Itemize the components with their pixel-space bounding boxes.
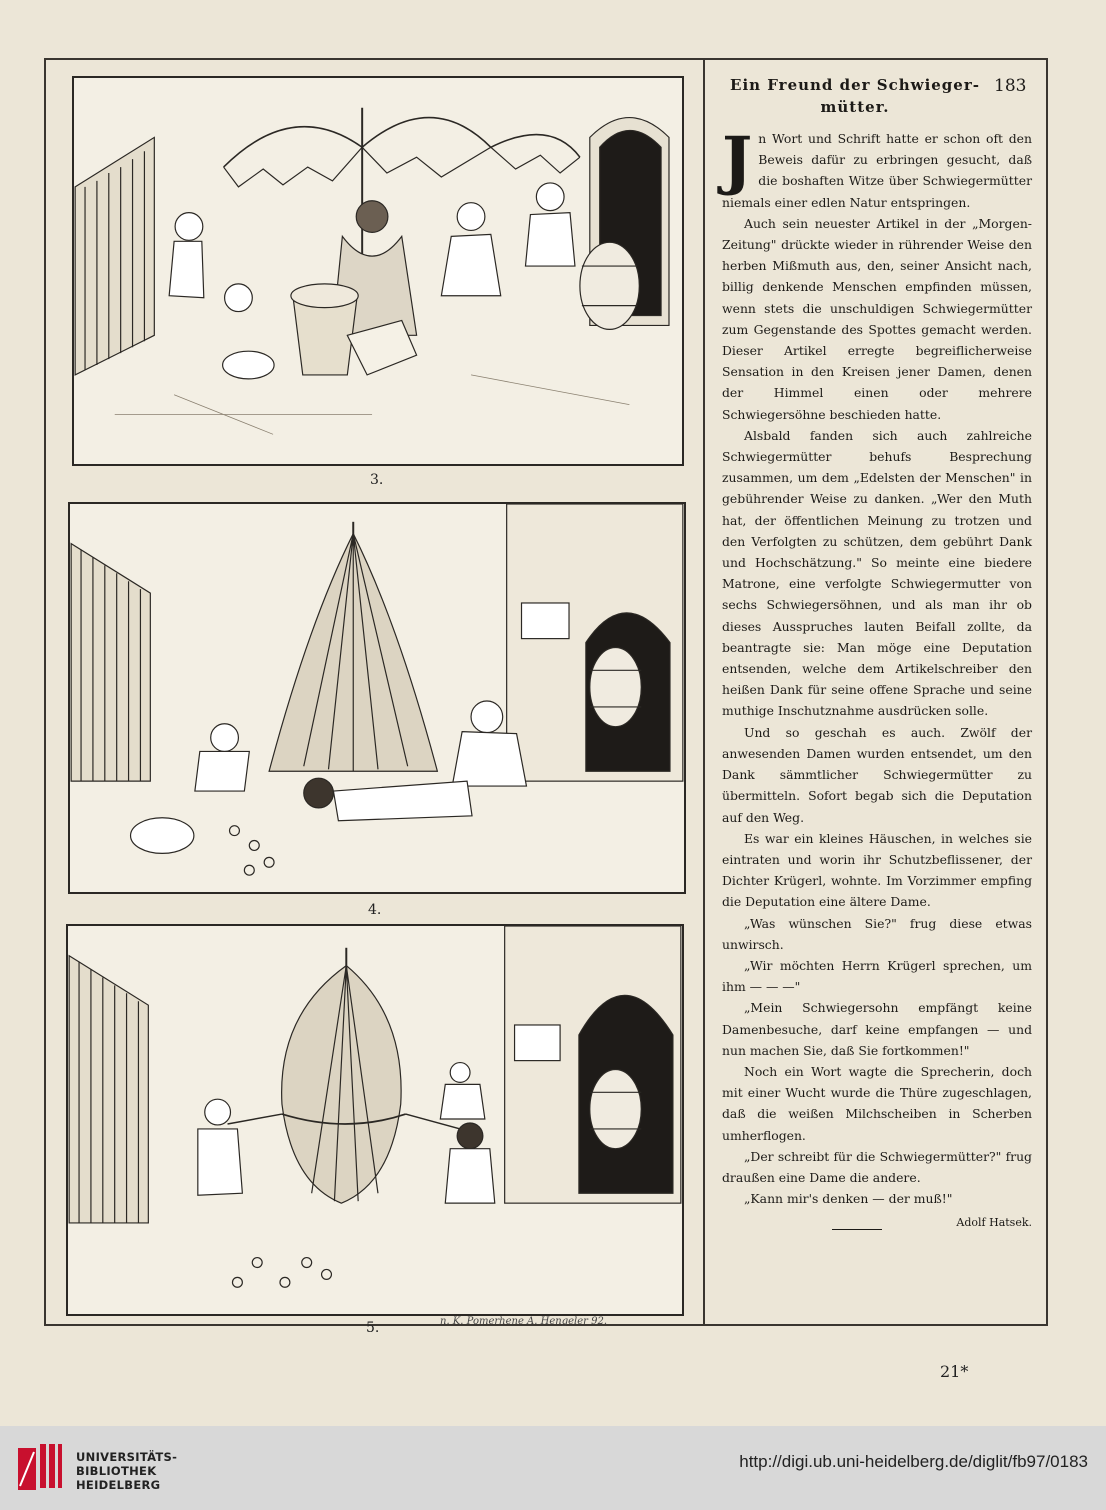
panel-5-caption: 5. [366, 1320, 380, 1336]
article-headline [722, 74, 1032, 118]
paragraph-3: Alsbald fanden sich auch zahlreiche Schwiegermütter behufs Besprechung zusammen, um dem „Edelsten der Menschen" in gebührender Weise zu danken. „Wer den Muth hat, der öffentlichen Meinung zu trotzen und den Verfolgten zu schützen, dem gebührt Dank und Hochschätzung." So meinte eine biedere Matrone, eine verfolgte Schwiegermutter von sechs Schwiegersöhnen, und als man ihr ob dieses Ausspruches lauten Beifall zollte, da beantragte sie: Man möge eine Deputation entsenden, welche dem Artikelschreiber den heißen Dank für seine offene Sprache und seine muthige Inschutznahme ausdrücken solle. [722, 427, 1032, 719]
article-author: Adolf Hatsek. [956, 1216, 1032, 1230]
university-library-logo-icon[interactable] [16, 1442, 64, 1494]
library-footer [0, 1426, 1106, 1510]
paragraph-9: Noch ein Wort wagte die Sprecherin, doch mit einer Wucht wurde die Thüre zugeschlagen, daß die weißen Milchscheiben in Scherben umherflogen. [722, 1063, 1032, 1143]
illustration-panel-3 [72, 76, 684, 466]
article-body [722, 123, 1032, 1209]
dropcap: J [722, 123, 753, 198]
closing-rule [832, 1229, 882, 1230]
sheet-signature: 21* [940, 1362, 969, 1381]
artist-signature: n. K. Pomerhene A. Hengeler 92. [440, 1316, 608, 1327]
headline-line-2: mütter. [820, 98, 890, 116]
permalink-url[interactable]: http://digi.ub.uni-heidelberg.de/diglit/fb97/0183 [739, 1452, 1088, 1471]
headline-line-1: Ein Freund der Schwieger- [730, 76, 980, 94]
illustration-4-drawing [70, 504, 684, 892]
paragraph-1 [722, 123, 1032, 213]
paragraph-1-text: n Wort und Schrift hatte er schon oft den Beweis dafür zu erbringen gesucht, daß die boshaften Witze über Schwiegermütter niemals einer edlen Natur entspringen. [722, 131, 1032, 210]
paragraph-11: „Kann mir's denken — der muß!" [744, 1191, 953, 1207]
paragraph-6: „Was wünschen Sie?" frug diese etwas unwirsch. [722, 915, 1032, 952]
paragraph-8: „Mein Schwiegersohn empfängt keine Damenbesuche, darf keine empfangen — und nun machen Sie, daß Sie fortkommen!" [722, 1000, 1032, 1058]
article-column [722, 74, 1032, 1230]
panel-3-caption: 3. [370, 472, 384, 488]
paragraph-4: Und so geschah es auch. Zwölf der anwesenden Damen wurden entsendet, um den Dank sämmtlicher Schwiegermütter zu übermitteln. Sofort begab sich die Deputation auf den Weg. [722, 724, 1032, 825]
page-number: 183 [994, 76, 1027, 96]
paragraph-5: Es war ein kleines Häuschen, in welches sie eintraten und worin ihr Schutzbeflissener, der Dichter Krügerl, wohnte. Im Vorzimmer empfing die Deputation eine ältere Dame. [722, 830, 1032, 910]
illustration-panel-4 [68, 502, 686, 894]
paragraph-7: „Wir möchten Herrn Krügerl sprechen, um ihm — — —" [722, 957, 1032, 995]
illustration-5-drawing [68, 926, 682, 1314]
paragraph-10: „Der schreibt für die Schwiegermütter?" frug draußen eine Dame die andere. [722, 1148, 1032, 1185]
library-name-line-3: HEIDELBERG [76, 1478, 161, 1492]
library-name[interactable] [76, 1450, 177, 1492]
author-line [722, 1215, 1032, 1230]
library-name-line-1: UNIVERSITÄTS- [76, 1450, 178, 1464]
column-divider [703, 58, 705, 1326]
panel-4-caption: 4. [368, 902, 382, 918]
library-name-line-2: BIBLIOTHEK [76, 1464, 157, 1478]
illustration-3-drawing [74, 78, 682, 464]
paragraph-2: Auch sein neuester Artikel in der „Morgen-Zeitung" drückte wieder in rührender Weise den herben Mißmuth aus, den, seiner Ansicht nach, billig denkende Menschen empfinden müssen, wenn stets die unschuldigen Schwiegermütter zum Gegenstande des Spottes gemacht werden. Dieser Artikel erregte begreiflicherweise Sensation in den Kreisen jener Damen, denen der Himmel einen oder mehrere Schwiegersöhne beschieden hatte. [722, 215, 1032, 422]
illustration-panel-5 [66, 924, 684, 1316]
